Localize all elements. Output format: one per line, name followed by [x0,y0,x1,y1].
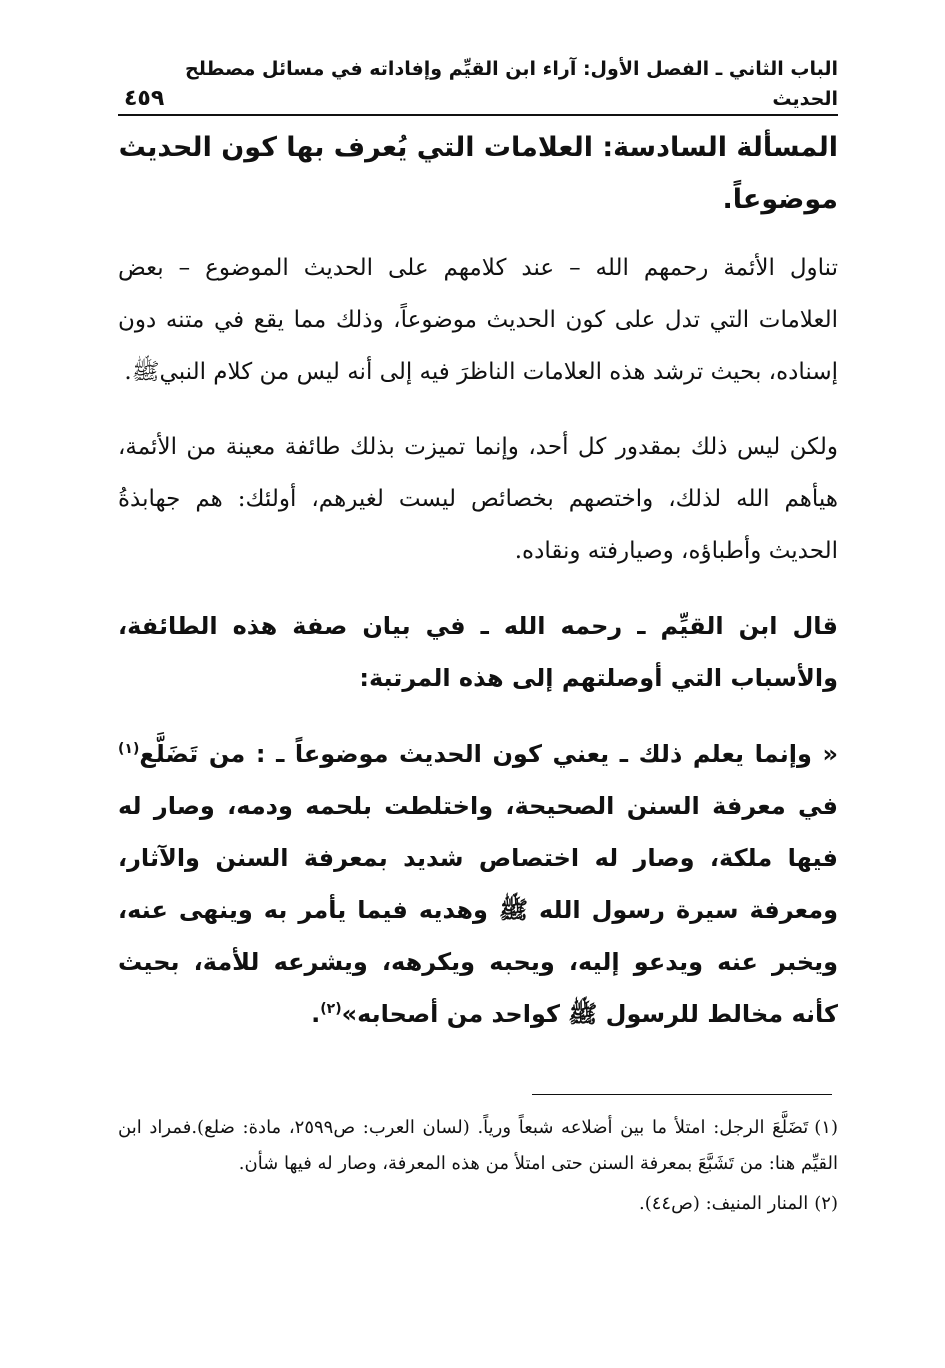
quotation-block [118,728,838,1040]
page-body [118,58,838,1064]
page-number: ٤٥٩ [124,86,165,111]
section-title-main: المسألة السادسة: العلامات التي يُعرف بها كون الحديث [118,132,838,163]
running-header [118,58,838,116]
footnote-ref-1[interactable]: (١) [118,741,140,757]
paragraph-intro: تناول الأئمة رحمهم الله – عند كلامهم على الحديث الموضوع – بعض العلامات التي تدل على كون الحديث موضوعاً، وذلك مما يقع في متنه دون إسناده، بحيث ترشد هذه العلامات الناظرَ فيه إلى أنه ليس من كلام النبيﷺ. [118,255,838,385]
section-title [118,122,838,226]
footnote-1-text: تَضَلَّعَ الرجل: امتلأ ما بين أضلاعه شبعاً ورياً. (لسان العرب: ص٢٥٩٩، مادة: ضلع).فمراد ابن القيِّم هنا: من تَشَبَّعَ بمعرفة السنن حتى امتلأ من هذه المعرفة، وصار له فيها شأن. [118,1117,838,1174]
quotation-end: . [311,1000,321,1028]
quotation-text-rest: في معرفة السنن الصحيحة، واختلطت بلحمه ودمه، وصار له فيها ملكة، وصار له اختصاص شديد بمعرفة السنن والآثار، ومعرفة سيرة رسول الله ﷺ وهديه فيما يأمر به وينهى عنه، ويخبر عنه ويدعو إليه، ويحبه ويكرهه، ويشرعه للأمة، بحيث كأنه مخالط للرسول ﷺ كواحد من أصحابه» [118,792,838,1028]
footnotes [118,1110,838,1226]
footnote-2-number: (٢) [814,1193,838,1214]
quotation-text-start: « وإنما يعلم ذلك ـ يعني كون الحديث موضوعاً ـ : من تَضَلَّع [139,740,838,768]
footnote-2 [118,1186,838,1222]
footnote-1 [118,1110,838,1182]
footnote-2-text: المنار المنيف: (ص٤٤). [638,1193,809,1214]
footnote-divider [532,1094,832,1095]
running-title: الباب الثاني ـ الفصل الأول: آراء ابن القيِّم وإفاداته في مسائل مصطلح الحديث [185,58,838,110]
paragraph-ibn-qayyim: قال ابن القيِّم ـ رحمه الله ـ في بيان صفة هذه الطائفة، والأسباب التي أوصلتهم إلى هذه المرتبة: [118,612,838,692]
footnote-1-number: (١) [814,1117,838,1138]
footnote-ref-2[interactable]: (٢) [320,1001,342,1017]
paragraph-scholars: ولكن ليس ذلك بمقدور كل أحد، وإنما تميزت بذلك طائفة معينة من الأئمة، هيأهم الله لذلك، واختصهم بخصائص ليست لغيرهم، أولئك: هم جهابذةُ الحديث وأطباؤه، وصيارفته ونقاده. [118,434,838,564]
section-title-tail: موضوعاً. [722,184,838,215]
